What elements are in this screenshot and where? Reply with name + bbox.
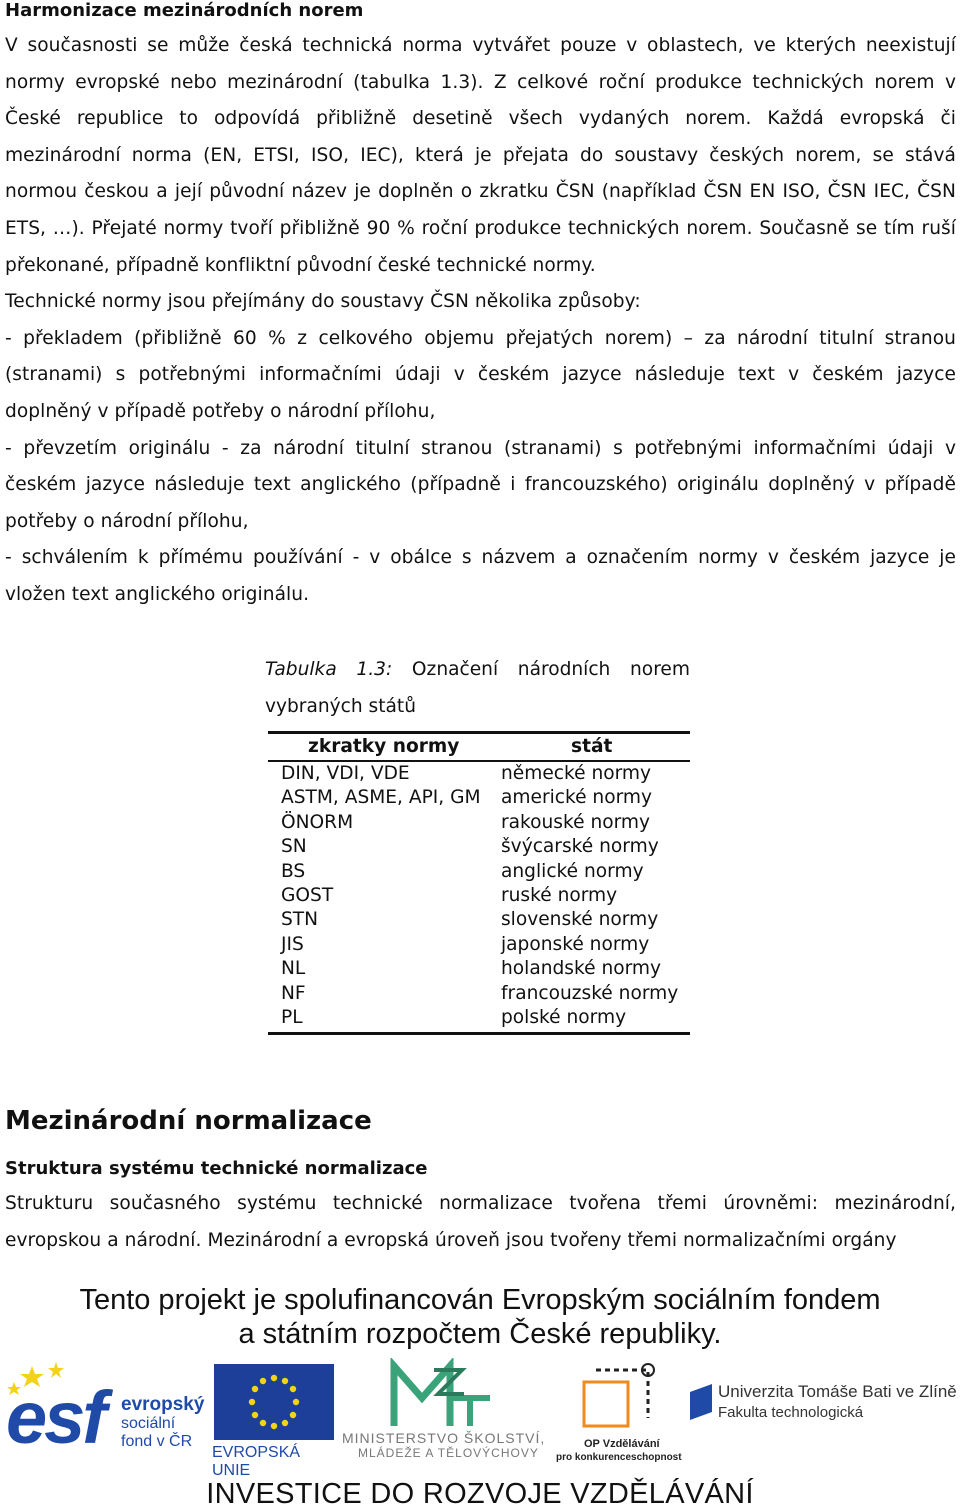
cell-state: japonské normy [501, 933, 650, 955]
table-row [268, 811, 690, 835]
cell-state: polské normy [501, 1006, 690, 1034]
table-row [268, 835, 690, 859]
utb-emblem-icon [690, 1384, 714, 1420]
table-caption-label: Tabulka 1.3: [265, 659, 393, 680]
cell-abbrev: PL [268, 1006, 501, 1034]
msmt-text-2: MLÁDEŽE A TĚLOVÝCHOVY [358, 1446, 539, 1460]
msmt-text-1: MINISTERSTVO ŠKOLSTVÍ, [342, 1430, 546, 1446]
table-row [268, 982, 690, 1006]
cell-abbrev: GOST [281, 885, 334, 907]
cell-abbrev: JIS [281, 933, 304, 955]
table-row [268, 884, 690, 908]
msmt-logo [342, 1358, 552, 1458]
utb-text-2: Fakulta technologická [718, 1404, 864, 1421]
table-row [268, 908, 690, 932]
utb-text-1: Univerzita Tomáše Bati ve Zlíně [718, 1382, 957, 1401]
eu-text: EVROPSKÁ UNIE [212, 1444, 301, 1479]
paragraph-translation: - překladem (přibližně 60 % z celkového objemu přejatých norem) – za národní titulní stranou (stranami) s potřebnými informačními údaji v českém jazyce následuje text v českém jazyce doplněný v případě potřeby o národní přílohu, [5, 327, 956, 422]
page-content [5, 0, 956, 614]
cell-abbrev: BS [281, 860, 306, 882]
cell-abbrev: NF [281, 982, 306, 1004]
op-emblem-icon [556, 1360, 686, 1436]
cell-state: francouzské normy [501, 982, 679, 1004]
esf-text-3: fond v ČR [121, 1433, 193, 1450]
paragraph-intro: V současnosti se může česká technická norma vytvářet pouze v oblastech, ve kterých neexistují normy evropské nebo mezinárodní (tabulka 1.3). Z celkové roční produkce technických norem v České republice to odpovídá přibližně desetině všech vydaných norem. Každá evropská či mezinárodní norma (EN, ETSI, ISO, IEC), která je přejata do soustavy českých norem, se stává normou českou a její původní název je doplněn o zkratku ČSN (například ČSN EN ISO, ČSN IEC, ČSN ETS, …). Přejaté normy tvoří přibližně 90 % roční produkce technických norem. Současně se tím ruší překonané, případně konfliktní původní české technické normy. [5, 35, 956, 276]
esf-text-2: sociální [121, 1415, 176, 1432]
norms-table [268, 731, 690, 1035]
table-row [268, 1006, 690, 1034]
eu-logo [212, 1364, 336, 1479]
cell-abbrev: STN [281, 909, 319, 931]
footer-line-2: a státním rozpočtem České republiky. [238, 1318, 722, 1350]
cell-state: slovenské normy [501, 909, 659, 931]
table-row [268, 761, 690, 786]
cell-abbrev: ASTM, ASME, API, GM [281, 787, 481, 809]
esf-logo [4, 1360, 204, 1460]
paragraph-methods: Technické normy jsou přejímány do soustavy ČSN několika způsoby: [5, 291, 641, 313]
cell-state: švýcarské normy [501, 836, 659, 858]
section-heading-large: Mezinárodní normalizace [5, 1106, 372, 1136]
cell-abbrev: NL [281, 958, 306, 980]
section-heading: Harmonizace mezinárodních norem [5, 0, 364, 21]
cell-state: americké normy [501, 787, 653, 809]
cell-abbrev: SN [281, 836, 307, 858]
table-caption-text: Označení národních norem vybraných států [265, 659, 690, 717]
op-logo [556, 1360, 686, 1463]
column-header-abbrev: zkratky normy [268, 733, 501, 762]
eu-flag-icon [212, 1364, 336, 1440]
op-text-2: pro konkurenceschopnost [556, 1452, 682, 1463]
esf-text-1: evropský [121, 1394, 205, 1415]
op-text-1: OP Vzdělávání [584, 1438, 660, 1450]
esf-word: esf [6, 1376, 104, 1459]
cell-state: německé normy [501, 763, 652, 784]
column-header-state: stát [501, 733, 690, 762]
paragraph-original: - převzetím originálu - za národní titulní stranou (stranami) s potřebnými informačními údaji v českém jazyce následuje text anglického (případně i francouzského) originálu doplněný v případě potřeby o národní přílohu, [5, 437, 956, 532]
table-header-row [268, 733, 690, 762]
msmt-emblem-icon [342, 1358, 552, 1430]
cell-state: ruské normy [501, 885, 618, 907]
table-row [268, 860, 690, 884]
cell-abbrev: DIN, VDI, VDE [281, 763, 410, 784]
section-subheading: Struktura systému technické normalizace [5, 1158, 428, 1179]
footer-line-1: Tento projekt je spolufinancován Evropským sociálním fondem [79, 1284, 881, 1316]
funding-footer [0, 1278, 960, 1508]
table-caption [265, 652, 690, 725]
paragraph-endorsement: - schválením k přímému používání - v obálce s názvem a označením normy v českém jazyce je vložen text anglického originálu. [5, 547, 956, 605]
paragraph-structure: Strukturu současného systému technické normalizace tvořena třemi úrovněmi: mezinárodní, evropskou a národní. Mezinárodní a evropská úroveň jsou tvořeny třemi normalizačními orgány [5, 1193, 956, 1251]
cell-abbrev: ÖNORM [281, 811, 354, 833]
cell-state: holandské normy [501, 958, 662, 980]
cell-state: anglické normy [501, 860, 644, 882]
table-row [268, 957, 690, 981]
table-row [268, 786, 690, 810]
footer-line-3: INVESTICE DO ROZVOJE VZDĚLÁVÁNÍ [206, 1478, 754, 1510]
table-row [268, 933, 690, 957]
utb-logo [690, 1382, 958, 1432]
cell-state: rakouské normy [501, 811, 651, 833]
